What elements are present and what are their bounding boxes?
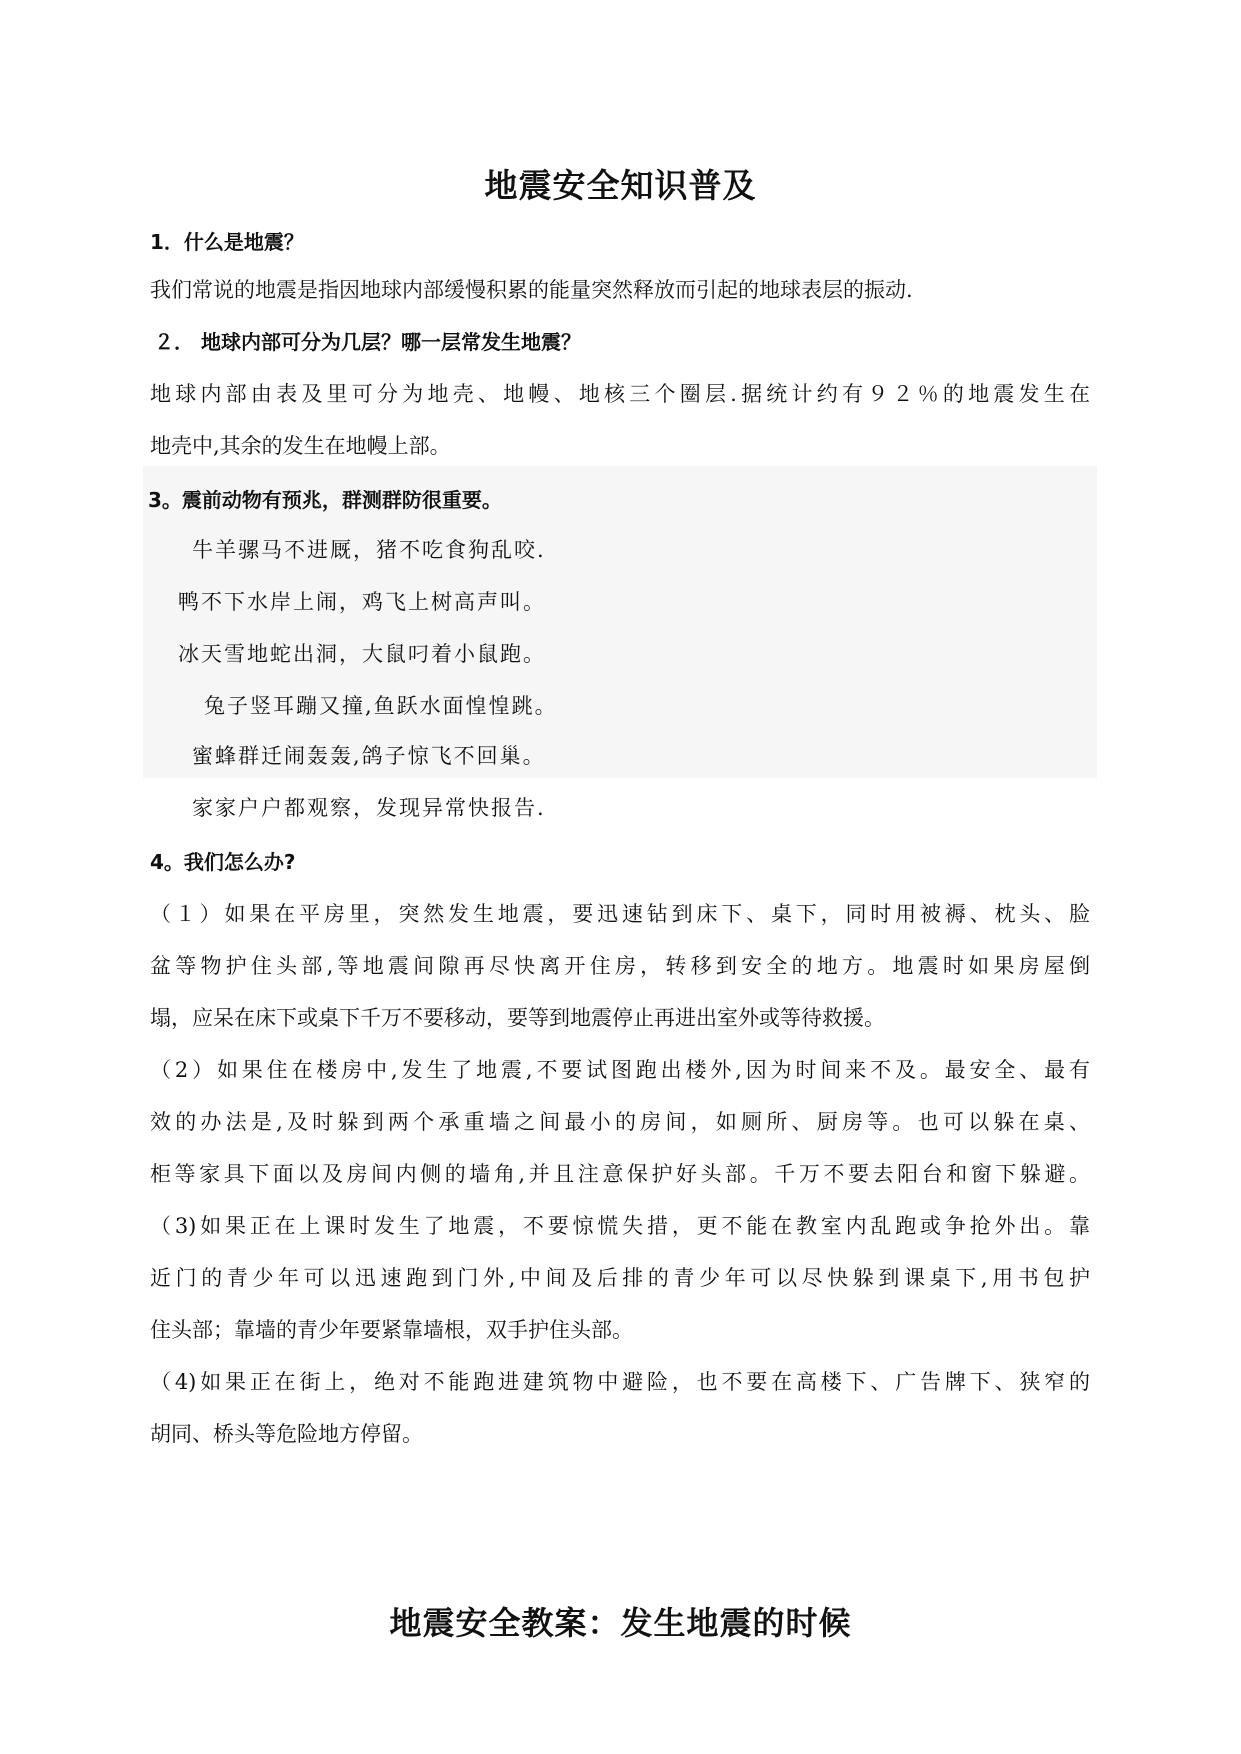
page-title: 地震安全知识普及: [484, 166, 757, 205]
second-page-title: 地震安全教案：发生地震的时候: [389, 1604, 852, 1642]
section-body-4-line: 塌，应呆在床下或桌下千万不要移动，要等到地震停止再进出室外或等待救援。: [150, 1006, 885, 1030]
section-body-4-line: （１）如果在平房里，突然发生地震，要迅速钻到床下、桌下，同时用被褥、枕头、脸: [150, 902, 1090, 926]
section-heading-3: 3。震前动物有预兆，群测群防很重要。: [148, 488, 502, 512]
section-body-2-line: 地球内部由表及里可分为地壳、地幔、地核三个圈层.据统计约有９２％的地震发生在: [150, 382, 1091, 406]
section-body-2-line: 地壳中,其余的发生在地幔上部。: [150, 434, 451, 458]
section-body-4-line: 盆等物护住头部,等地震间隙再尽快离开住房，转移到安全的地方。地震时如果房屋倒: [150, 954, 1091, 978]
section-body-1: 我们常说的地震是指因地球内部缓慢积累的能量突然释放而引起的地球表层的振动.: [150, 278, 913, 302]
section-heading-1: 1．什么是地震？: [150, 230, 304, 254]
section-body-4-line: 柜等家具下面以及房间内侧的墙角,并且注意保护好头部。千万不要去阳台和窗下躲避。: [150, 1162, 1090, 1186]
poem-line: 兔子竖耳蹦又撞,鱼跃水面惶惶跳。: [204, 694, 558, 718]
section-body-4-line: 效的办法是,及时躲到两个承重墙之间最小的房间，如厕所、厨房等。也可以躲在桌、: [150, 1110, 1090, 1134]
poem-line: 家家户户都观察，发现异常快报告.: [192, 796, 546, 820]
poem-line: 牛羊骡马不进厩，猪不吃食狗乱咬.: [192, 538, 546, 562]
section-heading-2: ２． 地球内部可分为几层？哪一层常发生地震？: [154, 330, 581, 354]
section-body-4-line: （2）如果住在楼房中,发生了地震,不要试图跑出楼外,因为时间来不及。最安全、最有: [150, 1058, 1090, 1082]
section-body-4-line: 近门的青少年可以迅速跑到门外,中间及后排的青少年可以尽快躲到课桌下,用书包护: [150, 1266, 1090, 1290]
section-body-4-line: 住头部；靠墙的青少年要紧靠墙根，双手护住头部。: [150, 1318, 633, 1342]
poem-line: 鸭不下水岸上闹，鸡飞上树高声叫。: [178, 590, 546, 614]
section-body-4-line: （3)如果正在上课时发生了地震，不要惊慌失措，更不能在教室内乱跑或争抢外出。靠: [150, 1214, 1090, 1238]
section-heading-4: 4。我们怎么办?: [150, 850, 296, 874]
section-body-4-line: （4)如果正在街上，绝对不能跑进建筑物中避险，也不要在高楼下、广告牌下、狭窄的: [150, 1370, 1090, 1394]
section-body-4-line: 胡同、桥头等危险地方停留。: [150, 1422, 423, 1446]
poem-line: 蜜蜂群迁闹轰轰,鸽子惊飞不回巢。: [192, 744, 546, 768]
poem-line: 冰天雪地蛇出洞，大鼠叼着小鼠跑。: [178, 642, 546, 666]
